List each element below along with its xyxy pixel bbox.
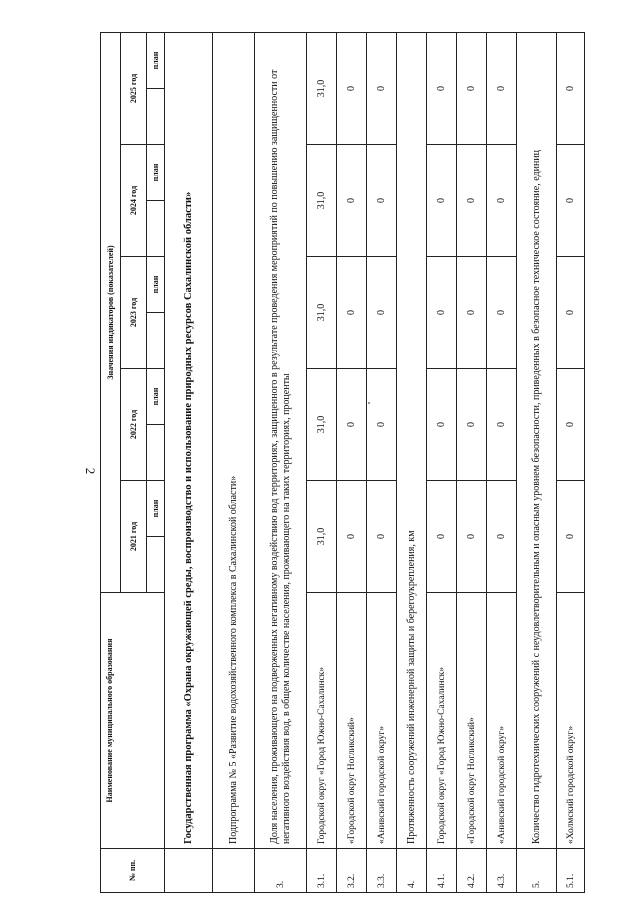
- municipality-name: Городской округ «Город Южно-Сахалинск»: [427, 593, 457, 849]
- municipality-name: «Городской округ Ногликский»: [457, 593, 487, 849]
- value-2021: 0: [337, 481, 367, 593]
- row-number: 3.1.: [307, 849, 337, 893]
- header-plan: план: [147, 32, 165, 88]
- value-2022: 0: [367, 369, 397, 481]
- value-2022: 0: [457, 369, 487, 481]
- value-2023: 0: [367, 257, 397, 369]
- value-2024: 0: [457, 145, 487, 257]
- program-title: Государственная программа «Охрана окружающей среды, воспроизводство и использование природных ресурсов Сахалинской области»: [165, 32, 213, 848]
- section-number: 4.: [397, 849, 427, 893]
- table-row: [337, 32, 367, 892]
- section-title: Доля населения, проживающего на подверженных негативному воздействию вод территориях, защищенного в результате проведения мероприятий по повышению защищенности от негативного воздействия вод, в общем количестве населения, проживающего на таких территориях, проценты: [255, 32, 307, 848]
- municipality-name: «Анивский городской округ»: [487, 593, 517, 849]
- header-year-2021: 2021 год: [121, 481, 147, 593]
- section-number: 5.: [517, 849, 557, 893]
- header-plan: [147, 425, 165, 481]
- header-plan: план: [147, 369, 165, 425]
- page-number: 2: [83, 467, 98, 475]
- row-number: 4.3.: [487, 849, 517, 893]
- municipality-name: Городской округ «Город Южно-Сахалинск»: [307, 593, 337, 849]
- value-2021: 0: [367, 481, 397, 593]
- municipality-name: «Анивский городской округ»: [367, 593, 397, 849]
- header-indicators: Значения индикаторов (показателей): [101, 32, 121, 592]
- subprogram-no-cell: [213, 849, 255, 893]
- value-2023: 0: [337, 257, 367, 369]
- subprogram-title: Подпрограмма № 5 «Развитие водохозяйственного комплекса в Сахалинской области»: [213, 32, 255, 848]
- value-2023: 0: [487, 257, 517, 369]
- header-plan: [147, 89, 165, 145]
- table-row: [307, 32, 337, 892]
- header-plan: [147, 201, 165, 257]
- value-2023: 0: [557, 257, 585, 369]
- value-2021: 0: [487, 481, 517, 593]
- header-no: № пп.: [101, 849, 165, 893]
- value-2024: 0: [557, 145, 585, 257]
- table-row: [427, 32, 457, 892]
- value-2023: 0: [427, 257, 457, 369]
- row-number: 5.1.: [557, 849, 585, 893]
- row-number: 3.2.: [337, 849, 367, 893]
- value-2022: 0: [557, 369, 585, 481]
- indicators-table: [100, 32, 585, 893]
- municipality-name: «Холмский городской округ»: [557, 593, 585, 849]
- value-2021: 31,0: [307, 481, 337, 593]
- value-2022: 0: [487, 369, 517, 481]
- row-number: 4.2.: [457, 849, 487, 893]
- row-number: 3.3.: [367, 849, 397, 893]
- table-row: [457, 32, 487, 892]
- value-2025: 0: [337, 32, 367, 144]
- value-2025: 0: [457, 32, 487, 144]
- header-name: Наименование муниципального образования: [101, 593, 165, 849]
- row-number: 4.1.: [427, 849, 457, 893]
- rotated-page: [100, 33, 596, 893]
- table-row: [557, 32, 585, 892]
- value-2025: 31,0: [307, 32, 337, 144]
- table-row: [487, 32, 517, 892]
- value-2024: 31,0: [307, 145, 337, 257]
- header-plan: план: [147, 257, 165, 313]
- section-number: 3.: [255, 849, 307, 893]
- header-plan: план: [147, 145, 165, 201]
- value-2024: 0: [337, 145, 367, 257]
- value-2022: 0: [337, 369, 367, 481]
- value-2025: 0: [367, 32, 397, 144]
- value-2024: 0: [427, 145, 457, 257]
- value-2024: 0: [367, 145, 397, 257]
- header-year-2024: 2024 год: [121, 145, 147, 257]
- value-2022: 31,0: [307, 369, 337, 481]
- header-year-2023: 2023 год: [121, 257, 147, 369]
- value-2021: 0: [427, 481, 457, 593]
- value-2023: 31,0: [307, 257, 337, 369]
- table-row: [367, 32, 397, 892]
- program-no-cell: [165, 849, 213, 893]
- value-2025: 0: [487, 32, 517, 144]
- table-container: [100, 33, 596, 893]
- scan-speck: [368, 402, 370, 404]
- value-2021: 0: [457, 481, 487, 593]
- header-plan: план: [147, 481, 165, 537]
- value-2021: 0: [557, 481, 585, 593]
- section-title: Протяженность сооружений инженерной защиты и берегоукрепления, км: [397, 32, 427, 848]
- value-2024: 0: [487, 145, 517, 257]
- header-year-2025: 2025 год: [121, 32, 147, 144]
- value-2023: 0: [457, 257, 487, 369]
- value-2025: 0: [557, 32, 585, 144]
- header-plan: [147, 313, 165, 369]
- header-plan: [147, 537, 165, 593]
- header-year-2022: 2022 год: [121, 369, 147, 481]
- municipality-name: «Городской округ Ногликский»: [337, 593, 367, 849]
- section-title: Количество гидротехнических сооружений с неудовлетворительным и опасным уровнем безопасности, приведенных в безопасное техническое состояние, единиц: [517, 32, 557, 848]
- value-2022: 0: [427, 369, 457, 481]
- value-2025: 0: [427, 32, 457, 144]
